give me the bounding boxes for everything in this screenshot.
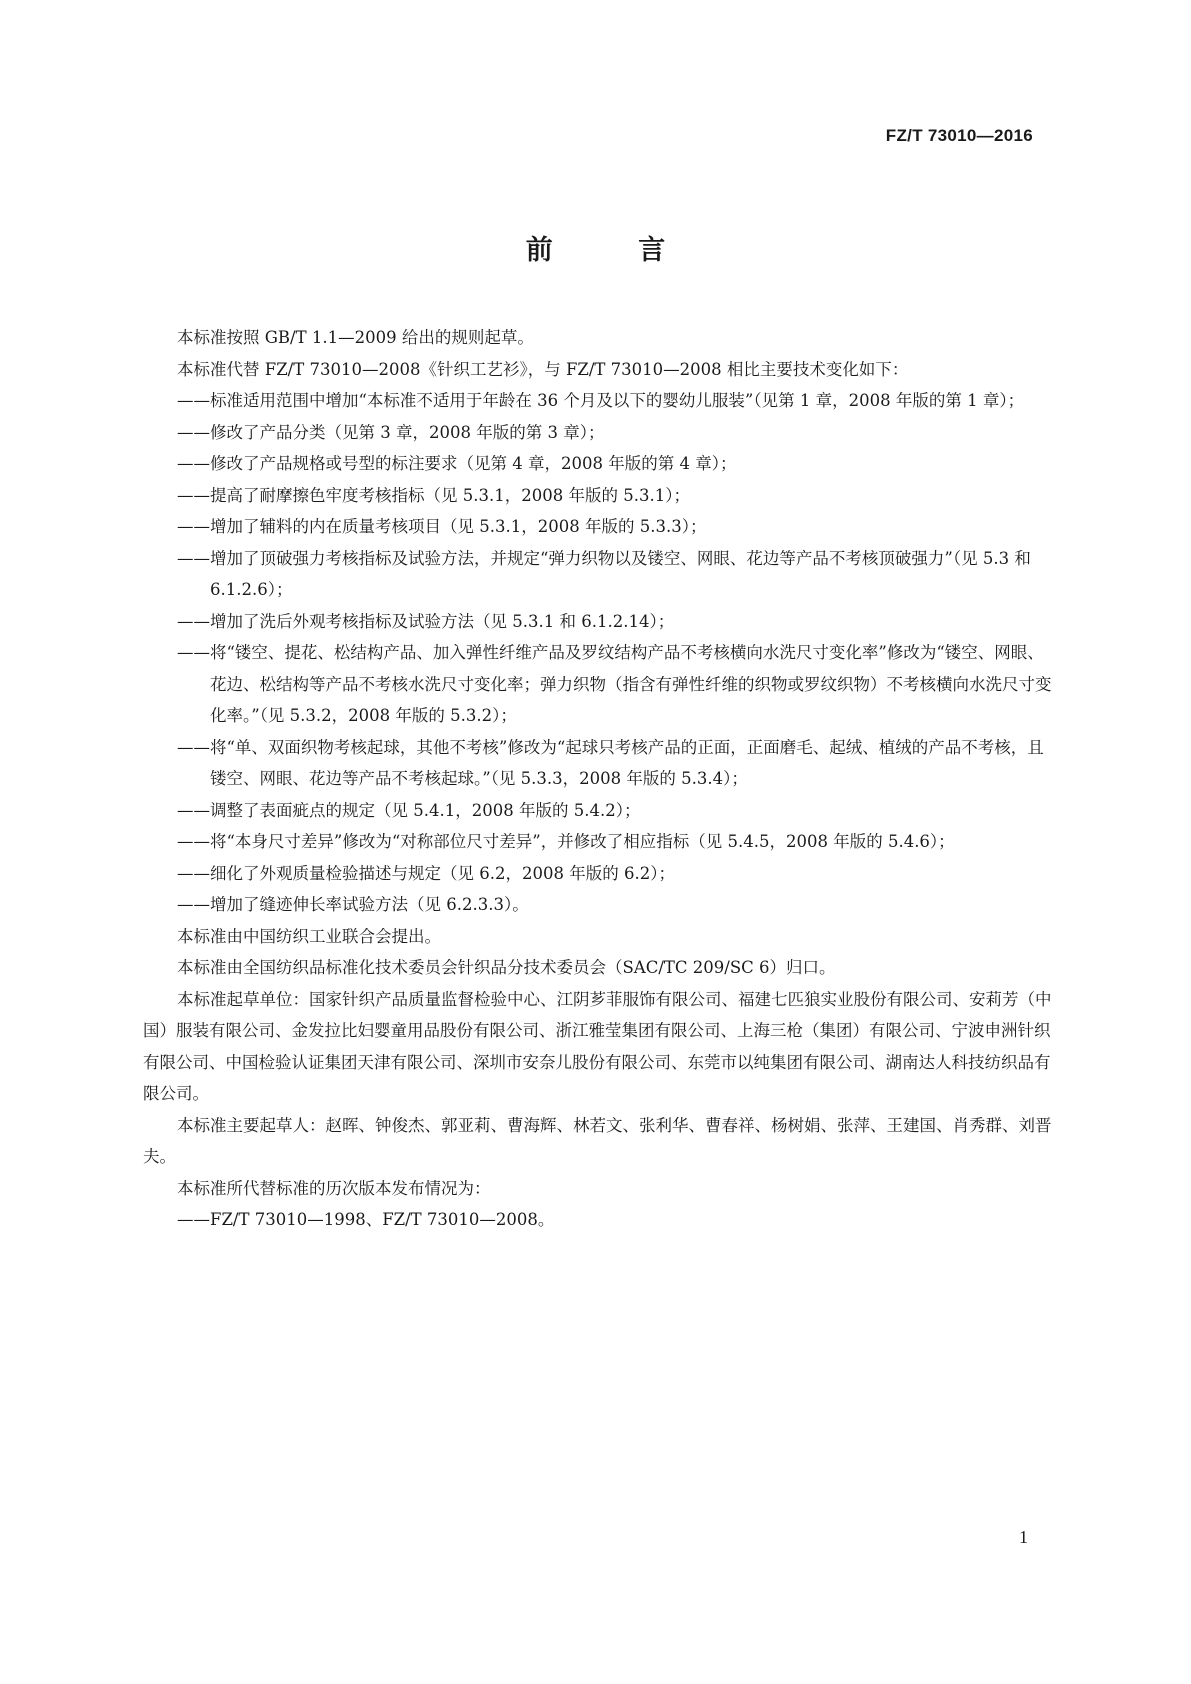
change-item: ——增加了缝迹伸长率试验方法（见 6.2.3.3）。 xyxy=(177,895,529,914)
document-body xyxy=(143,322,1054,1236)
paragraph: 本标准由中国纺织工业联合会提出。 xyxy=(177,926,441,946)
paragraph: 本标准主要起草人：赵晖、钟俊杰、郭亚莉、曹海辉、林若文、张利华、曹春祥、杨树娟、张萍、王建国、肖秀群、刘晋夫。 xyxy=(143,1115,1052,1166)
change-item: ——修改了产品规格或号型的标注要求（见第 4 章，2008 年版的第 4 章）； xyxy=(177,454,737,473)
change-item: ——将“单、双面织物考核起球，其他不考核”修改为“起球只考核产品的正面，正面磨毛、起绒、植绒的产品不考核，且镂空、网眼、花边等产品不考核起球。”（见 5.3.3，2008 年版的 5.3.4）； xyxy=(177,737,1044,788)
page-title: 前 言 xyxy=(525,235,704,266)
change-item: ——提高了耐摩擦色牢度考核指标（见 5.3.1，2008 年版的 5.3.1）； xyxy=(177,485,690,505)
paragraph: 本标准代替 FZ/T 73010—2008《针织工艺衫》，与 FZ/T 73010—2008 相比主要技术变化如下： xyxy=(177,359,909,379)
change-item: ——将“镂空、提花、松结构产品、加入弹性纤维产品及罗纹结构产品不考核横向水洗尺寸变化率”修改为“镂空、网眼、花边、松结构等产品不考核水洗尺寸变化率；弹力织物（指含有弹性纤维的织物或罗纹织物）不考核横向水洗尺寸变化率。”（见 5.3.2，2008 年版的 5.3.2）； xyxy=(177,643,1052,725)
change-item: ——细化了外观质量检验描述与规定（见 6.2，2008 年版的 6.2）； xyxy=(177,863,675,883)
change-item: ——修改了产品分类（见第 3 章，2008 年版的第 3 章）； xyxy=(177,422,605,442)
change-item: ——增加了辅料的内在质量考核项目（见 5.3.1，2008 年版的 5.3.3）； xyxy=(177,517,707,536)
change-item: ——增加了顶破强力考核指标及试验方法，并规定“弹力织物以及镂空、网眼、花边等产品不考核顶破强力”（见 5.3 和 6.1.2.6）； xyxy=(177,548,1031,599)
change-item: ——调整了表面疵点的规定（见 5.4.1，2008 年版的 5.4.2）； xyxy=(177,800,641,820)
standard-code: FZ/T 73010—2016 xyxy=(885,126,1033,145)
change-item: ——将“本身尺寸差异”修改为“对称部位尺寸差异”，并修改了相应指标（见 5.4.5，2008 年版的 5.4.6）； xyxy=(177,832,955,851)
change-item: ——增加了洗后外观考核指标及试验方法（见 5.3.1 和 6.1.2.14）； xyxy=(177,611,675,631)
paragraph: 本标准所代替标准的历次版本发布情况为： xyxy=(177,1178,491,1198)
paragraph: 本标准按照 GB/T 1.1—2009 给出的规则起草。 xyxy=(177,328,534,347)
change-item: ——标准适用范围中增加“本标准不适用于年龄在 36 个月及以下的婴幼儿服装”（见第 1 章，2008 年版的第 1 章）； xyxy=(177,391,1025,410)
page-number: 1 xyxy=(1019,1527,1028,1547)
paragraph: 本标准起草单位：国家针织产品质量监督检验中心、江阴芗菲服饰有限公司、福建七匹狼实业股份有限公司、安莉芳（中国）服装有限公司、金发拉比妇婴童用品股份有限公司、浙江雅莹集团有限公司、上海三枪（集团）有限公司、宁波申洲针织有限公司、中国检验认证集团天津有限公司、深圳市安奈儿股份有限公司、东莞市以纯集团有限公司、湖南达人科技纺织品有限公司。 xyxy=(143,989,1052,1103)
paragraph: 本标准由全国纺织品标准化技术委员会针织品分技术委员会（SAC/TC 209/SC 6）归口。 xyxy=(177,958,836,977)
history-item: ——FZ/T 73010—1998、FZ/T 73010—2008。 xyxy=(177,1210,555,1229)
